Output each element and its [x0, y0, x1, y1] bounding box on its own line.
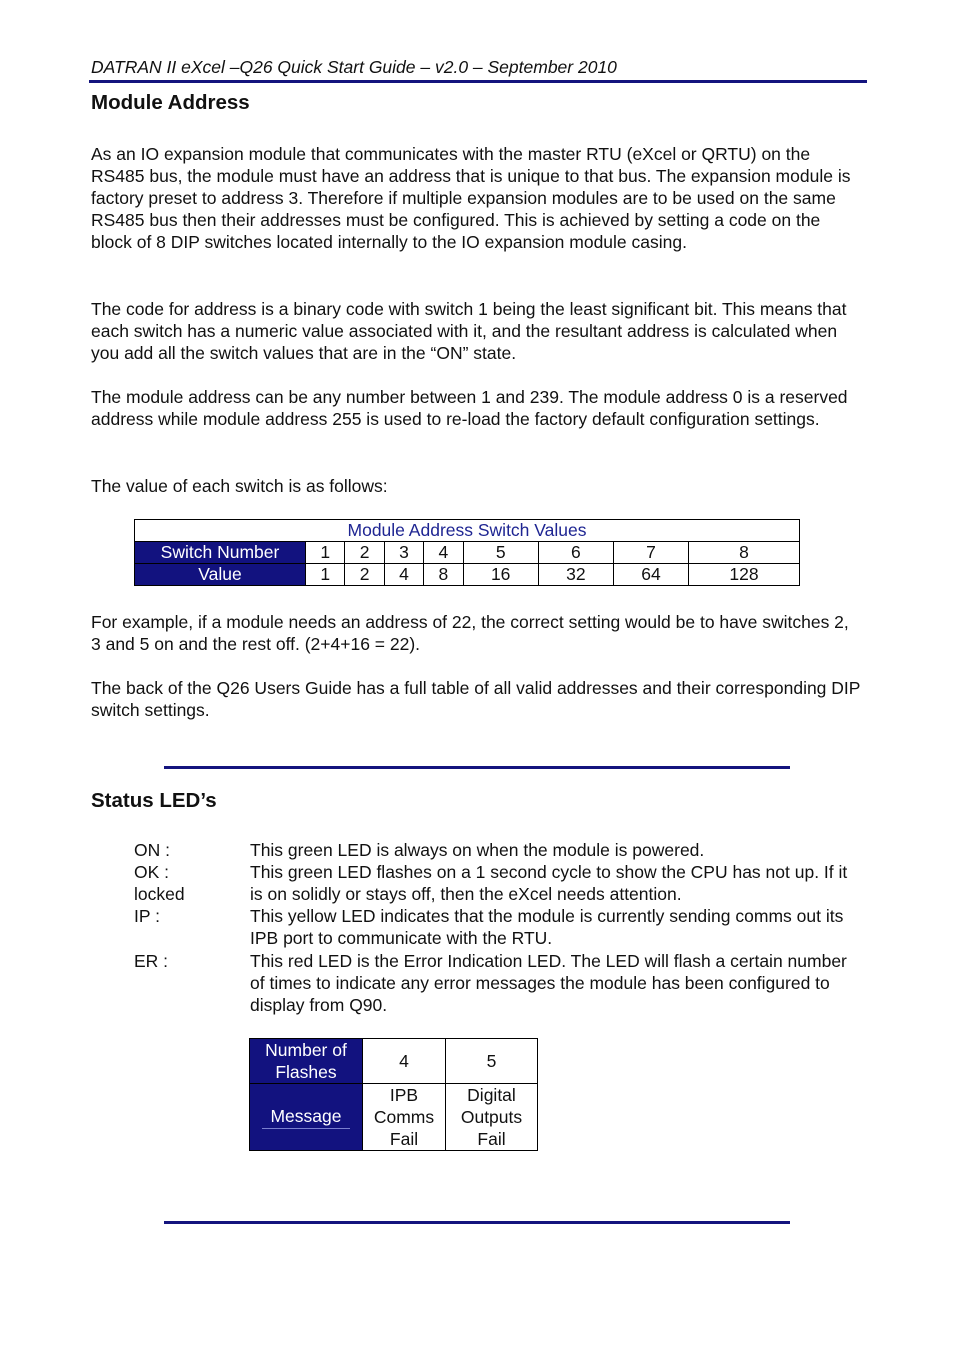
- section-divider: [164, 1221, 790, 1224]
- switch-value-label: Value: [135, 564, 306, 586]
- page-header: DATRAN II eXcel –Q26 Quick Start Guide – v2.0 – September 2010: [91, 57, 617, 77]
- switch-number-cell: 5: [463, 542, 538, 564]
- switch-number-cell: 3: [384, 542, 423, 564]
- error-flash-table: [249, 1038, 538, 1151]
- flash-count-label: Number of Flashes: [250, 1039, 363, 1084]
- led-description: This yellow LED indicates that the module is currently sending comms out its IPB port to communicate with the RTU.: [250, 906, 844, 948]
- section-divider: [164, 766, 790, 769]
- led-description: This green LED is always on when the module is powered.: [250, 840, 705, 860]
- module-address-paragraph-1: As an IO expansion module that communicates with the master RTU (eXcel or QRTU) on the RS485 bus, the module must have an address that is unique to that bus. The expansion module is factory preset to address 3. Therefore if multiple expansion modules are to be used on the same RS485 bus then their addresses must be configured. This is achieved by setting a code on the block of 8 DIP switches located internally to the IO expansion module casing.: [91, 144, 851, 252]
- flash-message-row: [250, 1084, 538, 1151]
- flash-count-row: [250, 1039, 538, 1084]
- switch-number-cell: 7: [613, 542, 688, 564]
- switch-number-cell: 8: [689, 542, 800, 564]
- switch-number-cell: 6: [538, 542, 613, 564]
- status-leds-heading: Status LED’s: [91, 789, 217, 812]
- switch-value-cell: 4: [384, 564, 423, 586]
- switch-number-cell: 1: [306, 542, 345, 564]
- switch-value-cell: 16: [463, 564, 538, 586]
- switch-number-label: Switch Number: [135, 542, 306, 564]
- led-description: This green LED flashes on a 1 second cycle to show the CPU has not up. If it is on solidly or stays off, then the eXcel needs attention.: [250, 862, 848, 904]
- switch-number-cell: 4: [424, 542, 463, 564]
- switch-value-cell: 128: [689, 564, 800, 586]
- module-address-paragraph-5: For example, if a module needs an address of 22, the correct setting would be to have switches 2, 3 and 5 on and the rest off. (2+4+16 = 22).: [91, 612, 849, 654]
- switch-number-row: [135, 542, 800, 564]
- flash-count-cell: 4: [363, 1039, 446, 1084]
- switch-value-cell: 64: [613, 564, 688, 586]
- header-rule: [89, 80, 867, 83]
- switch-table-caption: Module Address Switch Values: [135, 520, 800, 542]
- led-code-continuation: locked: [134, 884, 185, 904]
- led-code: ON :: [134, 840, 170, 860]
- switch-value-cell: 32: [538, 564, 613, 586]
- switch-number-cell: 2: [345, 542, 384, 564]
- led-code: ER :: [134, 951, 169, 971]
- flash-count-cell: 5: [446, 1039, 538, 1084]
- switch-value-row: [135, 564, 800, 586]
- flash-message-cell: IPB Comms Fail: [363, 1084, 446, 1151]
- led-description: This red LED is the Error Indication LED. The LED will flash a certain number of times to indicate any error messages the module has been configured to display from Q90.: [250, 951, 847, 1015]
- module-address-paragraph-3: The module address can be any number between 1 and 239. The module address 0 is a reserved address while module address 255 is used to re-load the factory default configuration settings.: [91, 387, 848, 429]
- flash-message-label-cell: [250, 1084, 363, 1151]
- led-code: IP :: [134, 906, 160, 926]
- module-address-paragraph-4: The value of each switch is as follows:: [91, 476, 388, 496]
- switch-value-cell: 8: [424, 564, 463, 586]
- switch-values-table: [134, 519, 800, 586]
- flash-message-cell: Digital Outputs Fail: [446, 1084, 538, 1151]
- led-code: OK :: [134, 862, 170, 882]
- module-address-paragraph-2: The code for address is a binary code with switch 1 being the least significant bit. This means that each switch has a numeric value associated with it, and the resultant address is calculated when you add all the switch values that are in the “ON” state.: [91, 299, 847, 363]
- switch-value-cell: 2: [345, 564, 384, 586]
- switch-value-cell: 1: [306, 564, 345, 586]
- module-address-heading: Module Address: [91, 91, 250, 114]
- module-address-paragraph-6: The back of the Q26 Users Guide has a full table of all valid addresses and their corresponding DIP switch settings.: [91, 678, 861, 720]
- flash-message-label: Message: [262, 1105, 349, 1129]
